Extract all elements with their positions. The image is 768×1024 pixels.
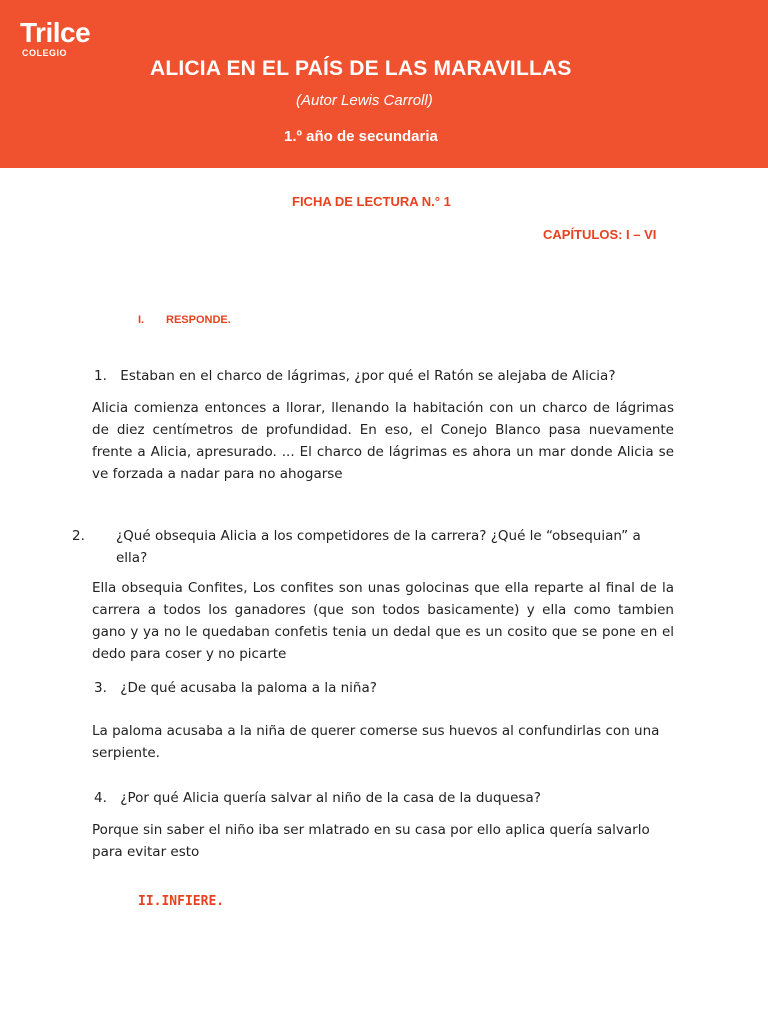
- school-logo: [20, 18, 90, 58]
- chapters-label: CAPÍTULOS: I – VI: [543, 227, 657, 242]
- question-4: [94, 787, 674, 809]
- book-author: (Autor Lewis Carroll): [296, 92, 433, 109]
- worksheet-title: FICHA DE LECTURA N.° 1: [292, 194, 451, 209]
- section-heading-infiere: II.INFIERE.: [138, 894, 225, 909]
- question-3: [94, 677, 674, 699]
- section-number: I.: [138, 314, 145, 326]
- header-banner: [0, 0, 768, 168]
- question-2: [72, 525, 674, 569]
- section-heading-responde: [138, 314, 231, 326]
- question-number: 2.: [72, 528, 85, 544]
- answer-4: Porque sin saber el niño iba ser mlatrado en su casa por ello aplica quería salvarlo para evitar esto: [92, 822, 650, 860]
- section-label: RESPONDE.: [166, 314, 231, 326]
- question-text: Estaban en el charco de lágrimas, ¿por qué el Ratón se alejaba de Alicia?: [120, 368, 616, 384]
- question-number: 1.: [94, 368, 107, 384]
- question-number: 4.: [94, 790, 107, 806]
- answer-2: Ella obsequia Confites, Los confites son unas golocinas que ella reparte al final de la carrera a todos los ganadores (que son todos basicamente) y ella como tambien gano y ya no le quedaban confetis tenia un dedal que es un cosito que se pone en el dedo para coser y no picarte: [92, 580, 674, 662]
- question-text: ¿Qué obsequia Alicia a los competidores de la carrera? ¿Qué le “obsequian” a ella?: [116, 528, 641, 566]
- question-1: [94, 365, 674, 387]
- answer-3: La paloma acusaba a la niña de querer comerse sus huevos al confundirlas con una serpiente.: [92, 723, 660, 761]
- question-text: ¿Por qué Alicia quería salvar al niño de la casa de la duquesa?: [120, 790, 541, 806]
- logo-wordmark: Trilce: [20, 17, 91, 48]
- book-title: ALICIA EN EL PAÍS DE LAS MARAVILLAS: [150, 57, 572, 80]
- logo-subtitle: COLEGIO: [22, 48, 68, 58]
- question-text: ¿De qué acusaba la paloma a la niña?: [120, 680, 377, 696]
- answer-1: Alicia comienza entonces a llorar, llenando la habitación con un charco de lágrimas de diez centímetros de profundidad. En eso, el Conejo Blanco pasa nuevamente frente a Alicia, apresurado. ... El charco de lágrimas es ahora un mar donde Alicia se ve forzada a nadar para no ahogarse: [92, 400, 674, 482]
- question-number: 3.: [94, 680, 107, 696]
- grade-level: 1.º año de secundaria: [284, 128, 438, 145]
